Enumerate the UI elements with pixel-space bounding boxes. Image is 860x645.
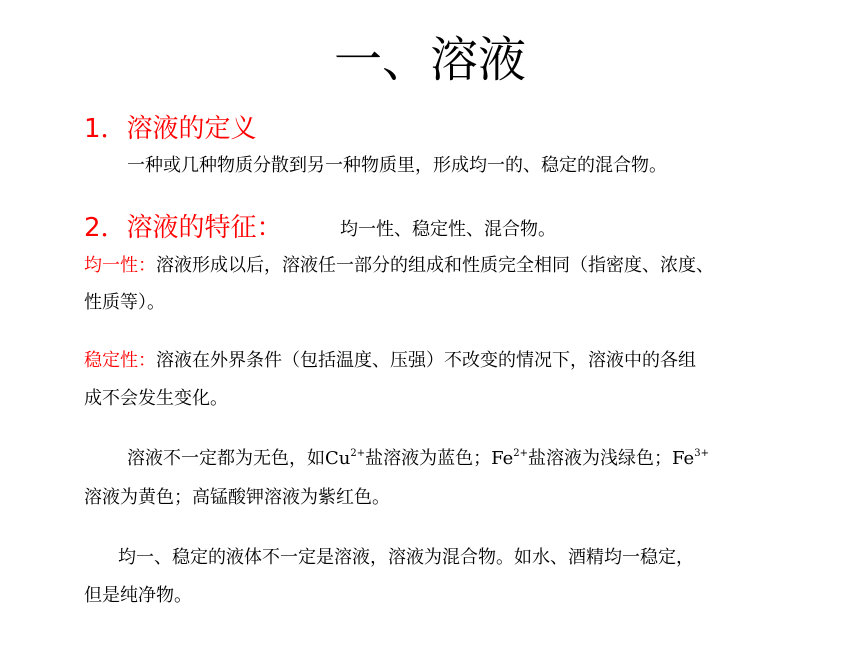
stability-text-2: 成不会发生变化。 xyxy=(84,388,228,409)
copper-symbol: Cu xyxy=(325,448,351,469)
stability-text-1: 溶液在外界条件（包括温度、压强）不改变的情况下，溶液中的各组 xyxy=(156,350,696,371)
mixture-note-line2: 但是纯净物。 xyxy=(84,585,192,606)
color-note-line1 xyxy=(127,446,709,472)
uniformity-text-1: 溶液形成以后，溶液任一部分的组成和性质完全相同（指密度、浓度、 xyxy=(156,255,714,276)
mixture-note-line1: 均一、稳定的液体不一定是溶液，溶液为混合物。如水、酒精均一稳定， xyxy=(118,547,694,568)
stability-label: 稳定性： xyxy=(84,350,156,371)
features-summary: 均一性、稳定性、混合物。 xyxy=(340,219,556,240)
color-note-line2: 溶液为黄色；高锰酸钾溶液为紫红色。 xyxy=(84,487,390,508)
stability-line1 xyxy=(84,348,696,374)
uniformity-line1 xyxy=(84,253,714,279)
iron3-charge: 3+ xyxy=(694,448,709,459)
page-title: 一、溶液 xyxy=(333,32,526,88)
iron2-charge: 2+ xyxy=(513,448,529,459)
section1-heading: 1．溶液的定义 xyxy=(84,114,257,144)
iron3-symbol: Fe xyxy=(672,448,695,469)
iron2-symbol: Fe xyxy=(491,448,514,469)
definition-text: 一种或几种物质分散到另一种物质里，形成均一的、稳定的混合物。 xyxy=(127,155,667,176)
color-note-text-3: 盐溶液为浅绿色； xyxy=(528,448,673,469)
color-note-text-2: 盐溶液为蓝色； xyxy=(365,448,492,469)
section2-heading: 2．溶液的特征： xyxy=(84,213,283,243)
uniformity-text-2: 性质等）。 xyxy=(84,292,165,313)
color-note-text-1: 溶液不一定都为无色，如 xyxy=(127,448,325,469)
uniformity-label: 均一性： xyxy=(84,255,156,276)
copper-charge: 2+ xyxy=(350,448,366,459)
